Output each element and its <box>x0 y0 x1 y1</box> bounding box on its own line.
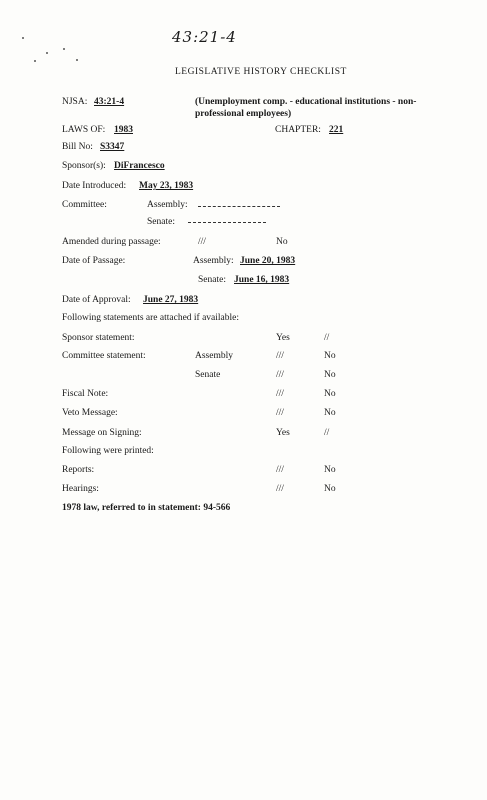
fiscal-note-answer: No <box>324 389 336 399</box>
committee-senate-blank <box>188 222 266 223</box>
veto-message-answer: No <box>324 408 336 418</box>
hearings-mark: /// <box>276 484 284 494</box>
njsa-value: 43:21-4 <box>94 97 125 107</box>
fiscal-note-label: Fiscal Note: <box>62 389 109 399</box>
committee-senate-label: Senate: <box>147 217 175 227</box>
reports-answer: No <box>324 465 336 475</box>
laws-of-value: 1983 <box>114 125 133 135</box>
scan-speck <box>22 37 24 39</box>
njsa-description: (Unemployment comp. - educational institutions - non-professional employees) <box>195 97 417 119</box>
hearings-label: Hearings: <box>62 484 99 494</box>
date-of-approval-label: Date of Approval: <box>62 295 131 305</box>
sponsor-label: Sponsor(s): <box>62 161 106 171</box>
passage-assembly-value: June 20, 1983 <box>240 256 296 266</box>
message-on-signing-mark: // <box>324 428 330 438</box>
scan-speck <box>34 60 36 62</box>
hearings-answer: No <box>324 484 336 494</box>
attached-heading: Following statements are attached if available: <box>62 313 240 323</box>
date-of-approval-value: June 27, 1983 <box>143 295 199 305</box>
committee-statement-senate-mark: /// <box>276 370 284 380</box>
message-on-signing-label: Message on Signing: <box>62 428 142 438</box>
sponsor-statement-label: Sponsor statement: <box>62 333 135 343</box>
scan-speck <box>63 48 65 50</box>
sponsor-statement-yes: Yes <box>276 333 290 343</box>
laws-of-label: LAWS OF: <box>62 125 106 135</box>
fiscal-note-mark: /// <box>276 389 284 399</box>
committee-assembly-label: Assembly: <box>147 200 188 210</box>
message-on-signing-yes: Yes <box>276 428 290 438</box>
handwritten-number: 43:21-4 <box>172 28 237 46</box>
passage-senate-value: June 16, 1983 <box>234 275 290 285</box>
scan-speck <box>76 59 78 61</box>
committee-statement-senate: Senate <box>195 370 221 380</box>
committee-statement-assembly: Assembly <box>195 351 233 361</box>
sponsor-value: DiFrancesco <box>114 161 165 171</box>
date-introduced-label: Date Introduced: <box>62 181 127 191</box>
chapter-value: 221 <box>329 125 344 135</box>
veto-message-label: Veto Message: <box>62 408 118 418</box>
bill-no-label: Bill No: <box>62 142 93 152</box>
committee-statement-assembly-mark: /// <box>276 351 284 361</box>
committee-statement-senate-answer: No <box>324 370 336 380</box>
amended-answer: No <box>276 237 288 247</box>
veto-message-mark: /// <box>276 408 284 418</box>
reports-label: Reports: <box>62 465 95 475</box>
chapter-label: CHAPTER: <box>275 125 321 135</box>
sponsor-statement-mark: // <box>324 333 330 343</box>
date-introduced-value: May 23, 1983 <box>139 181 194 191</box>
committee-statement-assembly-answer: No <box>324 351 336 361</box>
page-title: LEGISLATIVE HISTORY CHECKLIST <box>175 67 347 77</box>
committee-statement-label: Committee statement: <box>62 351 146 361</box>
amended-label: Amended during passage: <box>62 237 161 247</box>
scan-speck <box>46 52 48 54</box>
passage-assembly-label: Assembly: <box>193 256 234 266</box>
njsa-label: NJSA: <box>62 97 88 107</box>
committee-assembly-blank <box>198 206 280 207</box>
passage-senate-label: Senate: <box>198 275 226 285</box>
printed-heading: Following were printed: <box>62 446 154 456</box>
reports-mark: /// <box>276 465 284 475</box>
date-of-passage-label: Date of Passage: <box>62 256 126 266</box>
footnote: 1978 law, referred to in statement: 94-566 <box>62 503 231 513</box>
committee-label: Committee: <box>62 200 107 210</box>
bill-no-value: S3347 <box>100 142 125 152</box>
amended-mark: /// <box>198 237 206 247</box>
